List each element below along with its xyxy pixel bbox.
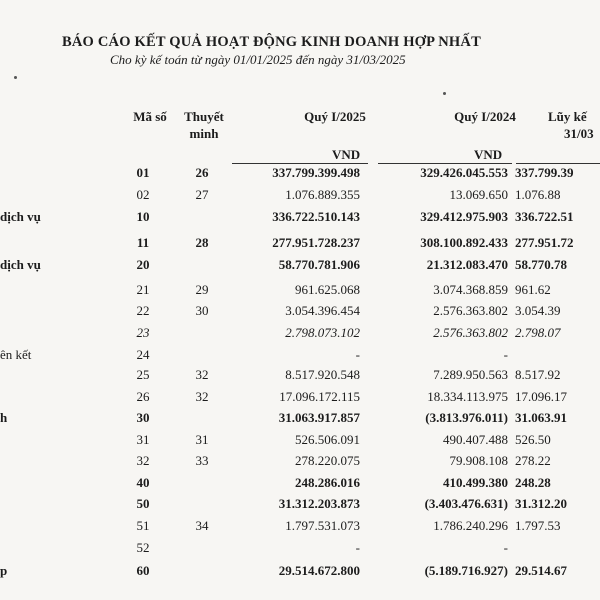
row-value-cumulative: 961.62 (515, 282, 551, 297)
row-code: 52 (136, 540, 150, 555)
row-value-cumulative: 278.22 (515, 453, 551, 468)
unit-q2025: VND (332, 147, 361, 162)
row-value-q2024: 410.499.380 (443, 475, 508, 490)
table-row (0, 209, 600, 227)
row-value-q2025: 31.063.917.857 (278, 410, 360, 425)
row-value-q2024: 490.407.488 (443, 432, 508, 447)
report-title: BÁO CÁO KẾT QUẢ HOẠT ĐỘNG KINH DOANH HỢP NHẤT (62, 34, 481, 50)
row-value-cumulative: 17.096.17 (515, 389, 567, 404)
row-value-q2024: 79.908.108 (449, 453, 508, 468)
row-value-q2024: 7.289.950.563 (433, 367, 508, 382)
table-row (0, 325, 600, 343)
table-row (0, 432, 600, 450)
row-value-q2025: 248.286.016 (295, 475, 360, 490)
row-value-q2024: 308.100.892.433 (420, 235, 508, 250)
row-code: 31 (136, 432, 150, 447)
row-value-q2024: 3.074.368.859 (433, 282, 508, 297)
row-value-cumulative: 526.50 (515, 432, 551, 447)
col-header-note-line1: Thuyết (184, 109, 224, 124)
row-value-cumulative: 248.28 (515, 475, 551, 490)
row-value-cumulative: 337.799.39 (515, 165, 574, 180)
row-value-q2024: 329.426.045.553 (420, 165, 508, 180)
underline-cumulative (516, 163, 600, 164)
table-row (0, 540, 600, 558)
row-note: 31 (195, 432, 209, 447)
unit-q2024: VND (474, 147, 503, 162)
row-note: 30 (195, 303, 209, 318)
row-value-q2024: 18.334.113.975 (427, 389, 508, 404)
table-row (0, 475, 600, 493)
table-row (0, 563, 600, 581)
row-code: 51 (136, 518, 150, 533)
table-row (0, 282, 600, 300)
row-value-q2025: 1.797.531.073 (285, 518, 360, 533)
row-note: 34 (195, 518, 209, 533)
col-header-code: Mã số (133, 109, 167, 124)
row-value-cumulative: 1.076.88 (515, 187, 561, 202)
table-row (0, 187, 600, 205)
row-value-q2025: 336.722.510.143 (272, 209, 360, 224)
row-code: 21 (136, 282, 150, 297)
scan-speck (443, 92, 446, 95)
row-value-cumulative: 31.063.91 (515, 410, 567, 425)
row-note: 33 (195, 453, 209, 468)
row-value-q2024: 2.576.363.802 (433, 303, 508, 318)
row-code: 50 (136, 496, 150, 511)
row-value-q2025: 2.798.073.102 (285, 325, 360, 340)
table-row (0, 518, 600, 536)
row-value-q2024: 21.312.083.470 (426, 257, 508, 272)
underline-q2024 (378, 163, 512, 164)
row-code: 26 (136, 389, 150, 404)
row-value-cumulative: 3.054.39 (515, 303, 561, 318)
row-code: 10 (136, 209, 150, 224)
row-note: 26 (195, 165, 209, 180)
row-note: 27 (195, 187, 209, 202)
row-value-q2024: (3.403.476.631) (424, 496, 508, 511)
col-header-q2024: Quý I/2024 (454, 109, 516, 124)
row-value-q2024: 2.576.363.802 (433, 325, 508, 340)
row-value-q2025: - (355, 540, 360, 555)
row-code: 32 (136, 453, 150, 468)
row-label: h (0, 410, 8, 425)
row-value-q2024: - (503, 347, 508, 362)
row-value-cumulative: 336.722.51 (515, 209, 574, 224)
row-value-q2025: 29.514.672.800 (278, 563, 360, 578)
scan-speck (14, 76, 17, 79)
row-value-cumulative: 29.514.67 (515, 563, 567, 578)
row-value-q2024: 1.786.240.296 (433, 518, 508, 533)
row-value-cumulative: 58.770.78 (515, 257, 567, 272)
row-value-cumulative: 8.517.92 (515, 367, 561, 382)
row-code: 20 (136, 257, 150, 272)
row-note: 32 (195, 389, 209, 404)
row-value-cumulative: 2.798.07 (515, 325, 561, 340)
row-code: 25 (136, 367, 150, 382)
row-value-q2025: 8.517.920.548 (285, 367, 360, 382)
row-note: 28 (195, 235, 209, 250)
row-value-q2025: 1.076.889.355 (285, 187, 360, 202)
row-value-q2024: 329.412.975.903 (420, 209, 508, 224)
row-code: 40 (136, 475, 150, 490)
report-period: Cho kỳ kế toán từ ngày 01/01/2025 đến ngày 31/03/2025 (110, 52, 406, 67)
row-note: 32 (195, 367, 209, 382)
row-value-cumulative: 277.951.72 (515, 235, 574, 250)
row-label: dịch vụ (0, 209, 41, 224)
row-value-q2025: 337.799.399.498 (272, 165, 360, 180)
row-value-q2025: 17.096.172.115 (279, 389, 360, 404)
row-value-q2025: - (355, 347, 360, 362)
table-row (0, 410, 600, 428)
col-header-cumulative-line1: Lũy kế (548, 109, 587, 124)
row-note: 29 (195, 282, 209, 297)
col-header-note-line2: minh (189, 126, 219, 141)
row-value-q2024: (5.189.716.927) (424, 563, 508, 578)
row-code: 02 (136, 187, 150, 202)
row-value-cumulative: 1.797.53 (515, 518, 561, 533)
row-code: 11 (136, 235, 150, 250)
table-row (0, 453, 600, 471)
row-value-q2025: 31.312.203.873 (278, 496, 360, 511)
row-value-q2025: 278.220.075 (295, 453, 360, 468)
row-code: 30 (136, 410, 150, 425)
row-value-q2025: 961.625.068 (295, 282, 360, 297)
col-header-note (176, 108, 232, 142)
table-row (0, 496, 600, 514)
table-row (0, 235, 600, 253)
table-row (0, 347, 600, 365)
row-code: 60 (136, 563, 150, 578)
table-row (0, 257, 600, 275)
table-row (0, 165, 600, 183)
underline-q2025 (232, 163, 368, 164)
row-label: ên kết (0, 347, 32, 362)
row-value-q2024: (3.813.976.011) (425, 410, 508, 425)
row-code: 22 (136, 303, 150, 318)
row-value-q2025: 277.951.728.237 (272, 235, 360, 250)
row-value-q2024: - (503, 540, 508, 555)
table-row (0, 367, 600, 385)
row-value-q2025: 58.770.781.906 (278, 257, 360, 272)
table-row (0, 389, 600, 407)
row-code: 01 (136, 165, 150, 180)
row-value-cumulative: 31.312.20 (515, 496, 567, 511)
col-header-cumulative (548, 108, 600, 142)
col-header-cumulative-line2: 31/03 (564, 126, 594, 141)
row-value-q2025: 526.506.091 (295, 432, 360, 447)
col-header-q2025: Quý I/2025 (304, 109, 366, 124)
table-row (0, 303, 600, 321)
row-label: p (0, 563, 8, 578)
row-label: dịch vụ (0, 257, 41, 272)
row-value-q2024: 13.069.650 (449, 187, 508, 202)
row-code: 24 (136, 347, 150, 362)
row-value-q2025: 3.054.396.454 (285, 303, 360, 318)
row-code: 23 (136, 325, 150, 340)
